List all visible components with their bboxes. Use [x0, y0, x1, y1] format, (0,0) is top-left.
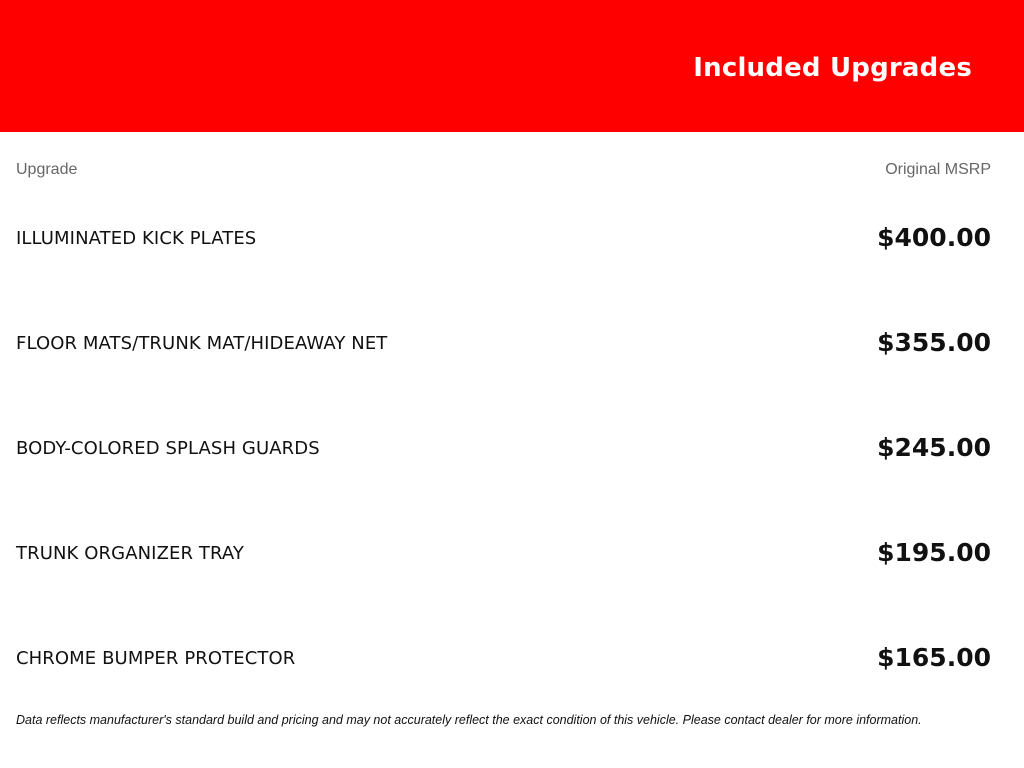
column-header-msrp: Original MSRP	[885, 161, 991, 178]
upgrade-price: $195.00	[877, 538, 991, 567]
upgrade-price: $245.00	[877, 433, 991, 462]
upgrade-price: $400.00	[877, 223, 991, 252]
page-title: Included Upgrades	[693, 53, 972, 83]
upgrade-row	[16, 324, 991, 364]
upgrade-price: $165.00	[877, 643, 991, 672]
upgrade-row	[16, 639, 991, 679]
upgrade-name: CHROME BUMPER PROTECTOR	[16, 648, 296, 669]
header-banner	[0, 0, 1024, 132]
upgrade-row	[16, 429, 991, 469]
upgrade-name: BODY-COLORED SPLASH GUARDS	[16, 438, 320, 459]
upgrade-row	[16, 534, 991, 574]
upgrade-name: TRUNK ORGANIZER TRAY	[16, 543, 244, 564]
upgrade-row	[16, 219, 991, 259]
upgrade-name: ILLUMINATED KICK PLATES	[16, 228, 257, 249]
column-header-upgrade: Upgrade	[16, 161, 78, 178]
upgrade-price: $355.00	[877, 328, 991, 357]
upgrade-name: FLOOR MATS/TRUNK MAT/HIDEAWAY NET	[16, 333, 388, 354]
disclaimer-text: Data reflects manufacturer's standard build and pricing and may not accurately reflect the exact condition of this vehicle. Please contact dealer for more information.	[16, 713, 922, 727]
